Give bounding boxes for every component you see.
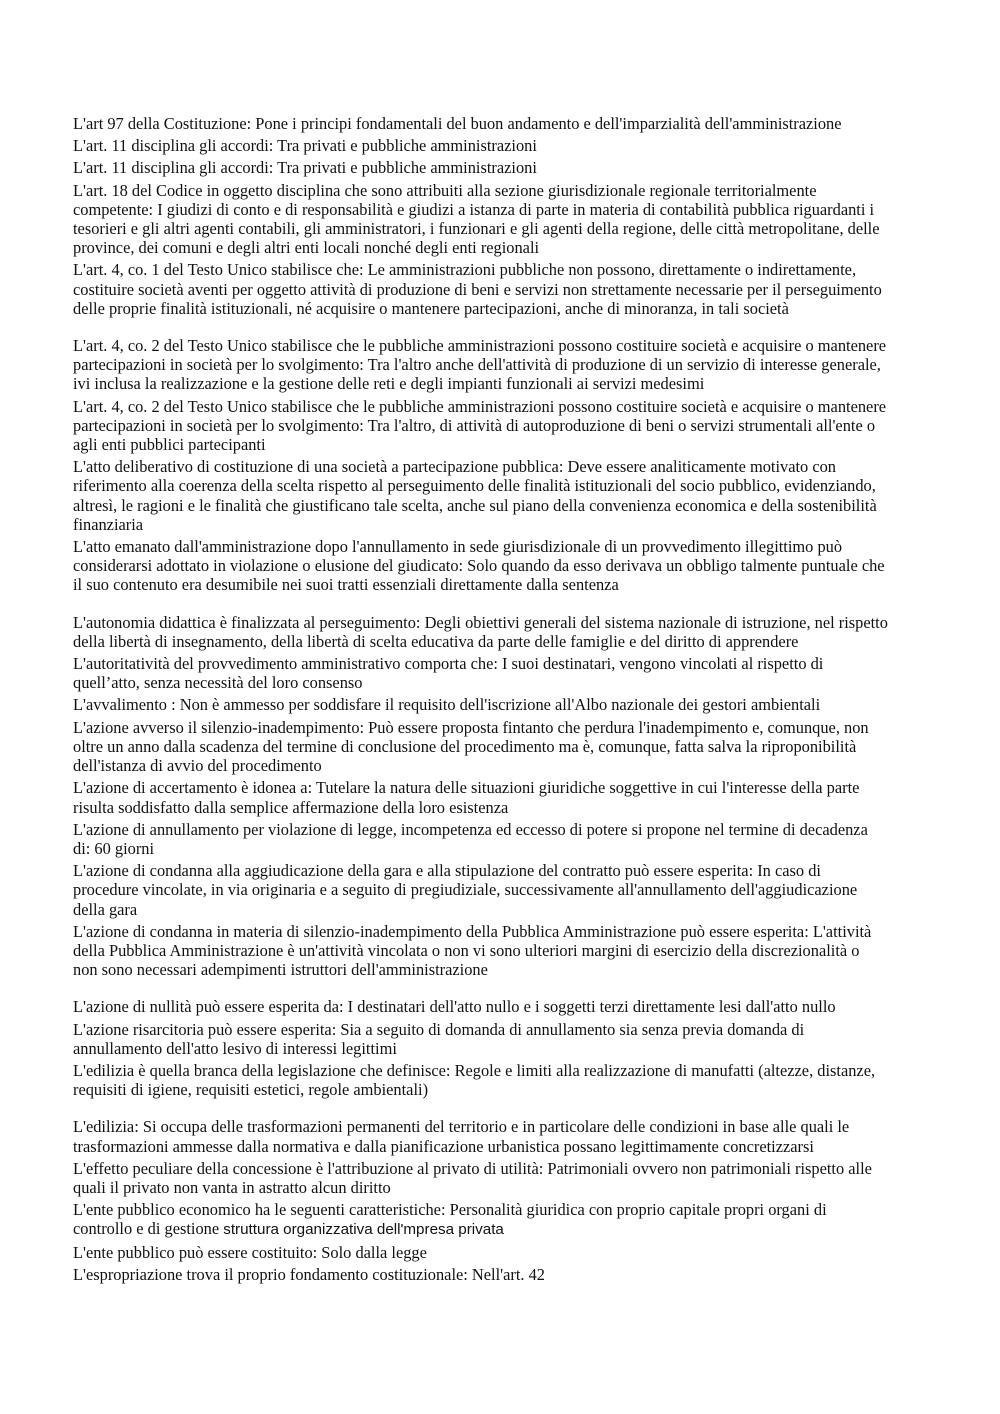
qa-entry xyxy=(73,136,888,155)
entry-text: L'azione di nullità può essere esperita da: I destinatari dell'atto nullo e i soggetti terzi direttamente lesi dall'atto nullo xyxy=(73,997,836,1017)
entry-text: L'art. 4, co. 2 del Testo Unico stabilisce che le pubbliche amministrazioni possono costituire società e acquisire o mantenere partecipazioni in società per lo svolgimento: Tra l'altro anche dell'attività di produzione di un servizio di interesse generale, ivi inclusa la realizzazione e la gestione delle reti e degli impianti funzionali ai servizi medesimi xyxy=(73,336,887,394)
entry-text: L'autoritatività del provvedimento amministrativo comporta che: I suoi destinatari, vengono vincolati al rispetto di quell’atto, senza necessità del loro consenso xyxy=(73,654,824,693)
qa-entry xyxy=(73,1061,888,1099)
qa-entry xyxy=(73,922,888,980)
qa-entry xyxy=(73,695,888,714)
qa-entry xyxy=(73,718,888,776)
entry-text: L'atto emanato dall'amministrazione dopo l'annullamento in sede giurisdizionale di un provvedimento illegittimo può considerarsi adottato in violazione o elusione del giudicato: Solo quando da esso derivava un obbligo talmente puntuale che il suo contenuto era desumibile nei suoi tratti essenziali direttamente dalla sentenza xyxy=(73,537,885,595)
qa-entry xyxy=(73,1020,888,1058)
qa-entry xyxy=(73,613,888,651)
entry-tail-text: struttura organizzativa dell'mpresa privata xyxy=(223,1221,504,1239)
entry-text: L'espropriazione trova il proprio fondamento costituzionale: Nell'art. 42 xyxy=(73,1264,545,1284)
entry-text: L'art. 11 disciplina gli accordi: Tra privati e pubbliche amministrazioni xyxy=(73,158,537,178)
entry-text: L'azione avverso il silenzio-inadempimento: Può essere proposta fintanto che perdura l'inadempimento e, comunque, non oltre un anno dalla scadenza del termine di conclusione del procedimento ma è, comunque, fatta salva la riproponibilità dell'istanza di avvio del procedimento xyxy=(73,717,869,776)
qa-entry xyxy=(73,181,888,258)
qa-entry xyxy=(73,1159,888,1197)
document-page xyxy=(73,114,888,1287)
qa-entry xyxy=(73,260,888,318)
entry-text: L'art. 4, co. 1 del Testo Unico stabilisce che: Le amministrazioni pubbliche non possono, direttamente o indirettamente, costituire società aventi per oggetto attività di produzione di beni e servizi non strettamente necessarie per il perseguimento delle proprie finalità istituzionali, né acquisire o mantenere partecipazioni, anche di minoranza, in tali società xyxy=(73,260,882,318)
entry-text: L'azione di condanna alla aggiudicazione della gara e alla stipulazione del contratto può essere esperita: In caso di procedure vincolate, in via originaria e a seguito di pregiudiziale, successivamente all'annullamento dell'aggiudicazione della gara xyxy=(73,861,858,919)
qa-entry xyxy=(73,997,888,1016)
entry-text: L'azione di condanna in materia di silenzio-inadempimento della Pubblica Amministrazione può essere esperita: L'attività della Pubblica Amministrazione è un'attività vincolata o non vi sono ulteriori margini di esercizio della discrezionalità o non sono necessari adempimenti istruttori dell'amministrazione xyxy=(73,921,872,980)
qa-entry xyxy=(73,114,888,133)
entry-text: L'edilizia: Si occupa delle trasformazioni permanenti del territorio e in particolare delle condizioni in base alle quali le trasformazioni ammesse dalla normativa e dalla pianificazione urbanistica possano legittimamente concretizzarsi xyxy=(73,1117,850,1156)
qa-entry xyxy=(73,397,888,455)
entry-text: L'autonomia didattica è finalizzata al perseguimento: Degli obiettivi generali del sistema nazionale di istruzione, nel rispetto della libertà di insegnamento, della libertà di scelta educativa da parte delle famiglie e del diritto di apprendere xyxy=(73,612,888,651)
entry-text: L'edilizia è quella branca della legislazione che definisce: Regole e limiti alla realizzazione di manufatti (altezze, distanze, requisiti di igiene, requisiti estetici, regole ambientali) xyxy=(73,1060,876,1100)
qa-entry xyxy=(73,778,888,816)
qa-entry xyxy=(73,336,888,394)
entry-text: L'ente pubblico può essere costituito: Solo dalla legge xyxy=(73,1242,427,1262)
entry-text: L'art. 4, co. 2 del Testo Unico stabilisce che le pubbliche amministrazioni possono costituire società e acquisire o mantenere partecipazioni in società per lo svolgimento: Tra l'altro, di attività di autoproduzione di beni o servizi strumentali all'ente o agli enti pubblici partecipanti xyxy=(73,396,887,455)
qa-entry xyxy=(73,537,888,595)
qa-entry xyxy=(73,457,888,534)
entry-text: L'ente pubblico economico ha le seguenti caratteristiche: Personalità giuridica con proprio capitale propri organi di controllo e di gestione xyxy=(73,1200,827,1239)
entry-text: L'azione di accertamento è idonea a: Tutelare la natura delle situazioni giuridiche soggettive in cui l'interesse della parte risulta soddisfatto dalla semplice affermazione della loro esistenza xyxy=(73,778,860,817)
qa-entry xyxy=(73,1117,888,1155)
entry-text: L'atto deliberativo di costituzione di una società a partecipazione pubblica: Deve essere analiticamente motivato con riferimento alla coerenza della scelta rispetto al perseguimento delle finalità istituzionali del socio pubblico, evidenziando, altresì, le ragioni e le finalità che giustificano tale scelta, anche sul piano della convenienza economica e della sostenibilità finanziaria xyxy=(73,457,877,534)
entry-text: L'effetto peculiare della concessione è l'attribuzione al privato di utilità: Patrimoniali ovvero non patrimoniali rispetto alle quali il privato non vanta in astratto alcun diritto xyxy=(73,1158,872,1197)
entry-text: L'azione risarcitoria può essere esperita: Sia a seguito di domanda di annullamento sia senza previa domanda di annullamento dell'atto lesivo di interessi legittimi xyxy=(73,1019,805,1058)
entry-text: L'avvalimento : Non è ammesso per soddisfare il requisito dell'iscrizione all'Albo nazionale dei gestori ambientali xyxy=(73,695,821,715)
qa-entry xyxy=(73,1200,888,1239)
qa-entry xyxy=(73,820,888,858)
entry-text: L'art. 11 disciplina gli accordi: Tra privati e pubbliche amministrazioni xyxy=(73,136,537,156)
qa-entry xyxy=(73,654,888,692)
entry-text: L'azione di annullamento per violazione di legge, incompetenza ed eccesso di potere si propone nel termine di decadenza di: 60 giorni xyxy=(73,819,868,858)
entry-text: L'art. 18 del Codice in oggetto disciplina che sono attribuiti alla sezione giurisdizionale regionale territorialmente competente: I giudizi di conto e di responsabilità e giudizi a istanza di parte in materia di contabilità pubblica riguardanti i tesorieri e gli altri agenti contabili, gli amministratori, i funzionari e gli agenti della regione, delle città metropolitane, delle province, dei comuni e degli altri enti locali nonché degli enti regionali xyxy=(73,180,880,258)
qa-entry xyxy=(73,158,888,177)
entry-text: L'art 97 della Costituzione: Pone i principi fondamentali del buon andamento e dell'imparzialità dell'amministrazione xyxy=(73,114,842,133)
qa-entry xyxy=(73,1265,888,1284)
qa-entry xyxy=(73,861,888,919)
qa-entry xyxy=(73,1243,888,1262)
